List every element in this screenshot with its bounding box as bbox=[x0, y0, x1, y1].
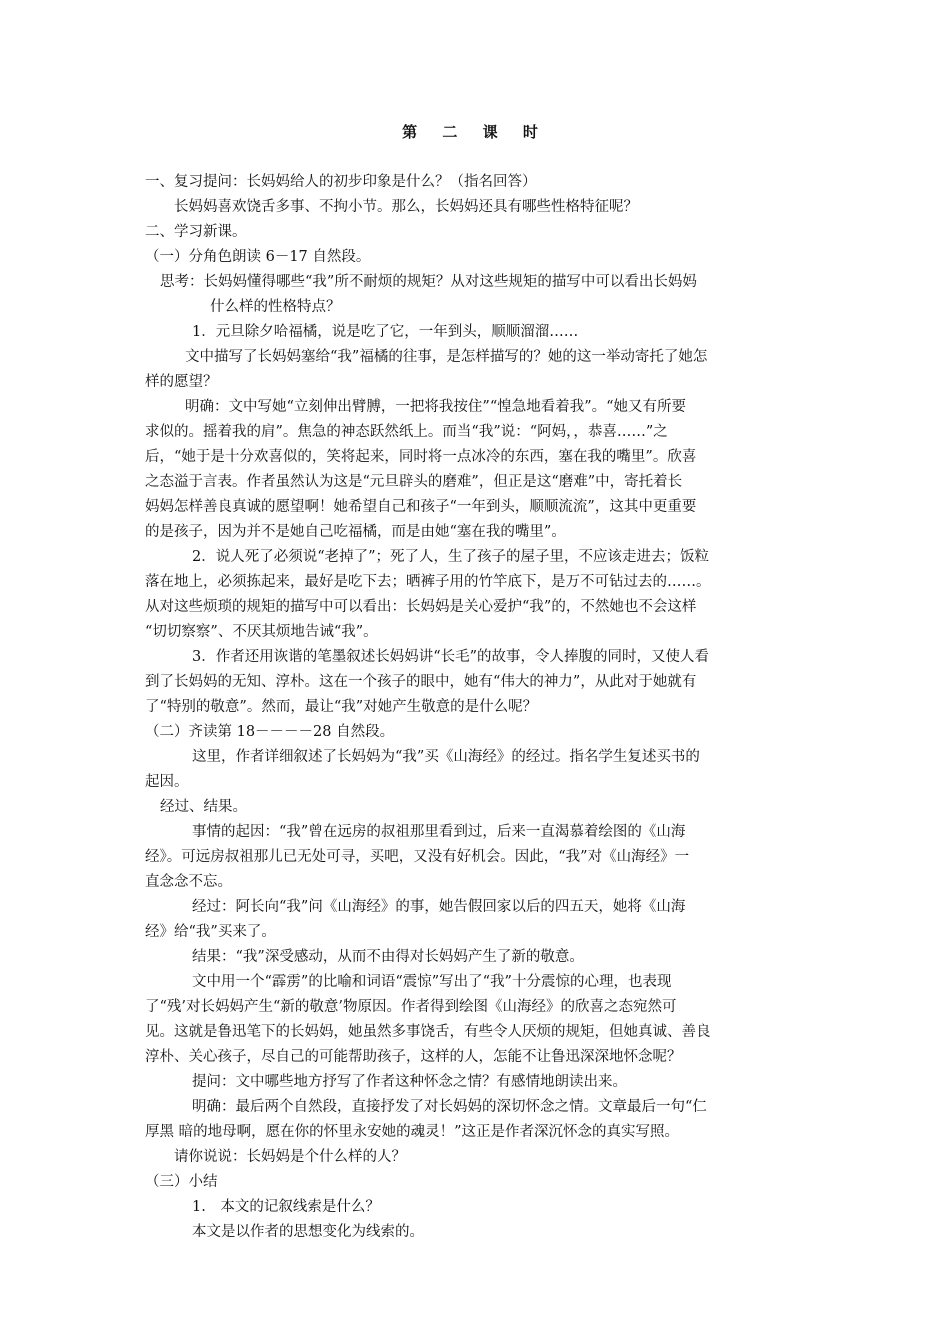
text-line: 1．元旦除夕哈福橘，说是吃了它，一年到头，顺顺溜溜…… bbox=[192, 324, 579, 340]
text-line: 提问：文中哪些地方抒写了作者这种怀念之情？有感情地朗读出来。 bbox=[192, 1074, 627, 1090]
text-line: 1. 本文的记叙线索是什么？ bbox=[192, 1199, 380, 1215]
text-line: 到了长妈妈的无知、淳朴。这在一个孩子的眼中，她有“伟大的神力”，从此对于她就有 bbox=[145, 674, 697, 690]
text-line: 淳朴、关心孩子，尽自己的可能帮助孩子，这样的人，怎能不让鲁迅深深地怀念呢？ bbox=[145, 1049, 682, 1065]
text-line: 落在地上，必须拣起来，最好是吃下去；晒裤子用的竹竿底下，是万不可钻过去的……。 bbox=[145, 574, 711, 590]
text-line: 这里，作者详细叙述了长妈妈为“我”买《山海经》的经过。指名学生复述买书的 bbox=[192, 749, 700, 765]
text-line: 经过、结果。 bbox=[160, 799, 247, 815]
text-line: 长妈妈喜欢饶舌多事、不拘小节。那么，长妈妈还具有哪些性格特征呢？ bbox=[174, 199, 638, 215]
text-line: 明确：最后两个自然段，直接抒发了对长妈妈的深切怀念之情。文章最后一句“仁 bbox=[192, 1099, 707, 1115]
text-line: 思考：长妈妈懂得哪些“我”所不耐烦的规矩？从对这些规矩的描写中可以看出长妈妈 bbox=[160, 274, 697, 290]
text-line: 了“特别的敬意”。然而，最让“我”对她产生敬意的是什么呢？ bbox=[145, 699, 538, 715]
text-line: 见。这就是鲁迅笔下的长妈妈，她虽然多事饶舌，有些令人厌烦的规矩，但她真诚、善良 bbox=[145, 1024, 711, 1040]
text-line: 经》给“我”买来了。 bbox=[145, 924, 276, 940]
text-line: 之态溢于言表。作者虽然认为这是“元旦辟头的磨难”，但正是这“磨难”中，寄托着长 bbox=[145, 474, 683, 490]
text-line: 3．作者还用诙谐的笔墨叙述长妈妈讲“长毛”的故事，令人捧腹的同时，又使人看 bbox=[192, 649, 710, 665]
text-line: 结果：“我”深受感动，从而不由得对长妈妈产生了新的敬意。 bbox=[192, 949, 584, 965]
text-line: “切切察察”、不厌其烦地告诫“我”。 bbox=[145, 624, 378, 640]
text-line: 从对这些烦琐的规矩的描写中可以看出：长妈妈是关心爱护“我”的，不然她也不会这样 bbox=[145, 599, 697, 615]
text-line: 起因。 bbox=[145, 774, 189, 790]
text-line: 请你说说：长妈妈是个什么样的人？ bbox=[174, 1149, 406, 1165]
text-line: 2．说人死了必须说“老掉了”；死了人，生了孩子的屋子里，不应该走进去；饭粒 bbox=[192, 549, 710, 565]
text-line: 妈妈怎样善良真诚的愿望啊！她希望自己和孩子“一年到头，顺顺流流”，这其中更重要 bbox=[145, 499, 697, 515]
text-line: 明确：文中写她“立刻伸出臂膊，一把将我按住”“惶急地看着我”。“她又有所要 bbox=[185, 399, 687, 415]
text-line: 的是孩子，因为并不是她自己吃福橘，而是由她“塞在我的嘴里”。 bbox=[145, 524, 566, 540]
text-line: 后，“她于是十分欢喜似的，笑将起来，同时将一点冰冷的东西，塞在我的嘴里”。欣喜 bbox=[145, 449, 697, 465]
text-line: 了“残’对长妈妈产生“新的敬意’物原因。作者得到绘图《山海经》的欣喜之态宛然可 bbox=[145, 999, 677, 1015]
text-line: 二、学习新课。 bbox=[145, 224, 247, 240]
text-line: 什么样的性格特点？ bbox=[210, 299, 341, 315]
text-line: 事情的起因：“我”曾在远房的叔祖那里看到过，后来一直渴慕着绘图的《山海 bbox=[192, 824, 686, 840]
text-line: （一）分角色朗读 6－17 自然段。 bbox=[145, 249, 371, 265]
text-line: 一、复习提问：长妈妈给人的初步印象是什么？（指名回答） bbox=[145, 174, 537, 190]
text-line: （二）齐读第 18－－－－28 自然段。 bbox=[145, 724, 395, 740]
text-line: （三）小结 bbox=[145, 1174, 218, 1190]
text-line: 求似的。摇着我的肩”。焦急的神态跃然纸上。而当“我”说：“阿妈，，恭喜……”之 bbox=[145, 424, 668, 440]
text-line: 直念念不忘。 bbox=[145, 874, 232, 890]
text-line: 本文是以作者的思想变化为线索的。 bbox=[192, 1224, 424, 1240]
page-title: 第 二 课 时 bbox=[402, 123, 548, 141]
text-line: 文中描写了长妈妈塞给“我”福橘的往事，是怎样描写的？她的这一举动寄托了她怎 bbox=[185, 349, 708, 365]
text-line: 经过：阿长向“我”问《山海经》的事，她告假回家以后的四五天，她将《山海 bbox=[192, 899, 686, 915]
text-line: 厚黑 暗的地母啊，愿在你的怀里永安她的魂灵！”这正是作者深沉怀念的真实写照。 bbox=[145, 1124, 680, 1140]
text-line: 经》。可远房叔祖那儿已无处可寻，买吧，又没有好机会。因此，“我”对《山海经》一 bbox=[145, 849, 690, 865]
text-line: 文中用一个“霹雳”的比喻和词语“震惊”写出了“我”十分震惊的心理，也表现 bbox=[192, 974, 672, 990]
text-line: 样的愿望？ bbox=[145, 374, 218, 390]
